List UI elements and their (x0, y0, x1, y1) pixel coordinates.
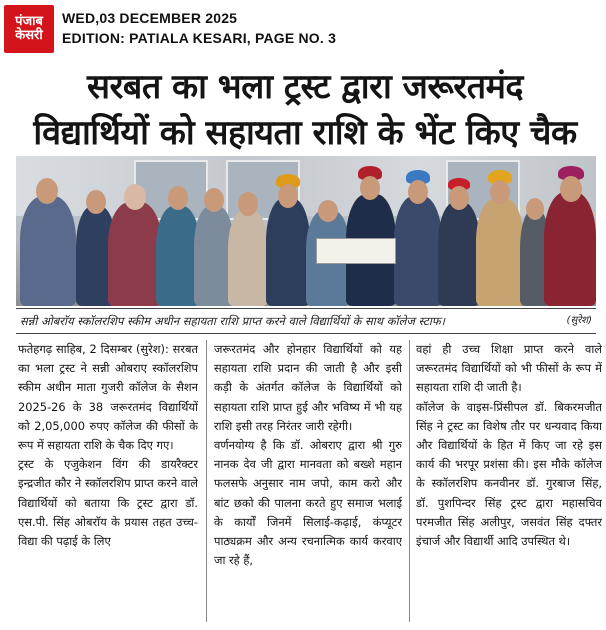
publication-date: WED,03 DECEMBER 2025 (62, 10, 238, 26)
headline-line-2: विद्यार्थियों को सहायता राशि के भेंट किए चैक (33, 113, 577, 153)
photo-person-head (526, 198, 544, 220)
photo-person (438, 202, 480, 306)
photo-person-head (168, 186, 188, 210)
newspaper-logo (4, 5, 54, 53)
photo-person (476, 198, 524, 306)
logo-line-2: केसरी (15, 28, 43, 43)
photo-person-head (449, 186, 469, 210)
photo-person (20, 196, 76, 306)
photo-person-head (560, 176, 582, 202)
photo-person-head (238, 192, 258, 216)
photo-person-head (490, 180, 510, 204)
photo-person (544, 192, 596, 306)
column-divider (409, 340, 410, 622)
column-divider (206, 340, 207, 622)
news-photo (16, 156, 596, 306)
headline-line-1: सरबत का भला ट्रस्ट द्वारा जरूरतमंद (87, 67, 523, 107)
edition-line: EDITION: PATIALA KESARI, PAGE NO. 3 (62, 30, 337, 46)
large-cheque (316, 238, 396, 264)
photo-person (266, 198, 310, 306)
photo-person-head (360, 176, 380, 200)
photo-person-head (86, 190, 106, 214)
photo-person (228, 210, 268, 306)
photo-person-head (124, 184, 146, 210)
article-column-3: वहां ही उच्च शिक्षा प्राप्त करने वाले जरूरतमंद विद्यार्थियों को भी फीसों के रूप में सहायता राशि दी जाती है। कॉलेज के वाइस-प्रिंसीपल डॉ. बिकरमजीत सिंह ने ट्रस्ट का विशेष तौर पर धन्यवाद किया और विद्यार्थियों के हित में किए जा रहे इस कार्य की भरपूर प्रशंसा की। इस मौके कॉलेज के स्कॉलरशिप कनवीनर डॉ. गुरबाज सिंह, डॉ. पुशपिन्दर सिंह ट्रस्ट द्वारा महासचिव परमजीत सिंह अलीपुर, जसवंत सिंह दफ्तर इंचार्ज और विद्यार्थी आदि उपस्थित थे। (416, 342, 602, 549)
photo-person (394, 196, 442, 306)
photo-person-head (408, 180, 428, 204)
headline (10, 64, 600, 156)
photo-caption-text: सन्नी ओबराॅय स्कॉलरशिप स्कीम अधीन सहायता राशि प्राप्त करने वाले विद्यार्थियों के साथ कॉलेज स्टाफ। (20, 314, 446, 328)
photo-credit: (सुरेश) (566, 315, 592, 326)
logo-line-1: पंजाब (15, 14, 43, 30)
edition-info (62, 8, 336, 48)
photo-person-head (204, 188, 224, 212)
article-column-1: फतेहगढ़ साहिब, 2 दिसम्बर (सुरेश): सरबत का भला ट्रस्ट ने सन्नी ओबराए स्कॉलरशिप स्कीम अधीन माता गुजरी कॉलेज के सैशन 2025-26 के 38 जरूरतमंद विद्यार्थियों को 2,05,000 रुपए कॉलेज की फीसों के रूप में सहायता राशि के चैक दिए गए। ट्रस्ट के एजुकेशन विंग की डायरैक्टर इन्द्रजीत कौर ने स्कॉलरशिप प्राप्त करने वाले विद्यार्थियों को बताया कि ट्रस्ट द्वारा डॉ. एस.पी. सिंह ओबराॅय के प्रयास तहत उच्च-विद्या की पढ़ाई के लिए (18, 342, 198, 549)
photo-person-head (318, 200, 338, 222)
photo-person (108, 202, 162, 306)
photo-person-head (36, 178, 58, 204)
photo-caption (16, 308, 596, 334)
masthead (0, 0, 606, 60)
article-column-2: जरूरतमंद और होनहार विद्यार्थियों को यह सहायता राशि प्रदान की जाती है और इसी कड़ी के अंतर्गत कॉलेज के विद्यार्थियों को सहायता राशि प्राप्त हुई और भविष्य में भी यह राशि इसी तरह निरंतर जारी रहेगी। वर्णनयोग्य है कि डॉ. ओबराए द्वारा श्री गुरु नानक देव जी द्वारा मानवता को बख्शे महान फलसफे अनुसार नाम जपो, काम करो और बांट छको की पालना करते हुए समाज भलाई के कार्यों जिनमें सिलाई-कढ़ाई, कंप्यूटर पाठ्यक्रम और अन्य रचनात्मिक कार्य करवाए जा रहे हैं, (214, 342, 402, 568)
photo-person-head (278, 184, 298, 208)
